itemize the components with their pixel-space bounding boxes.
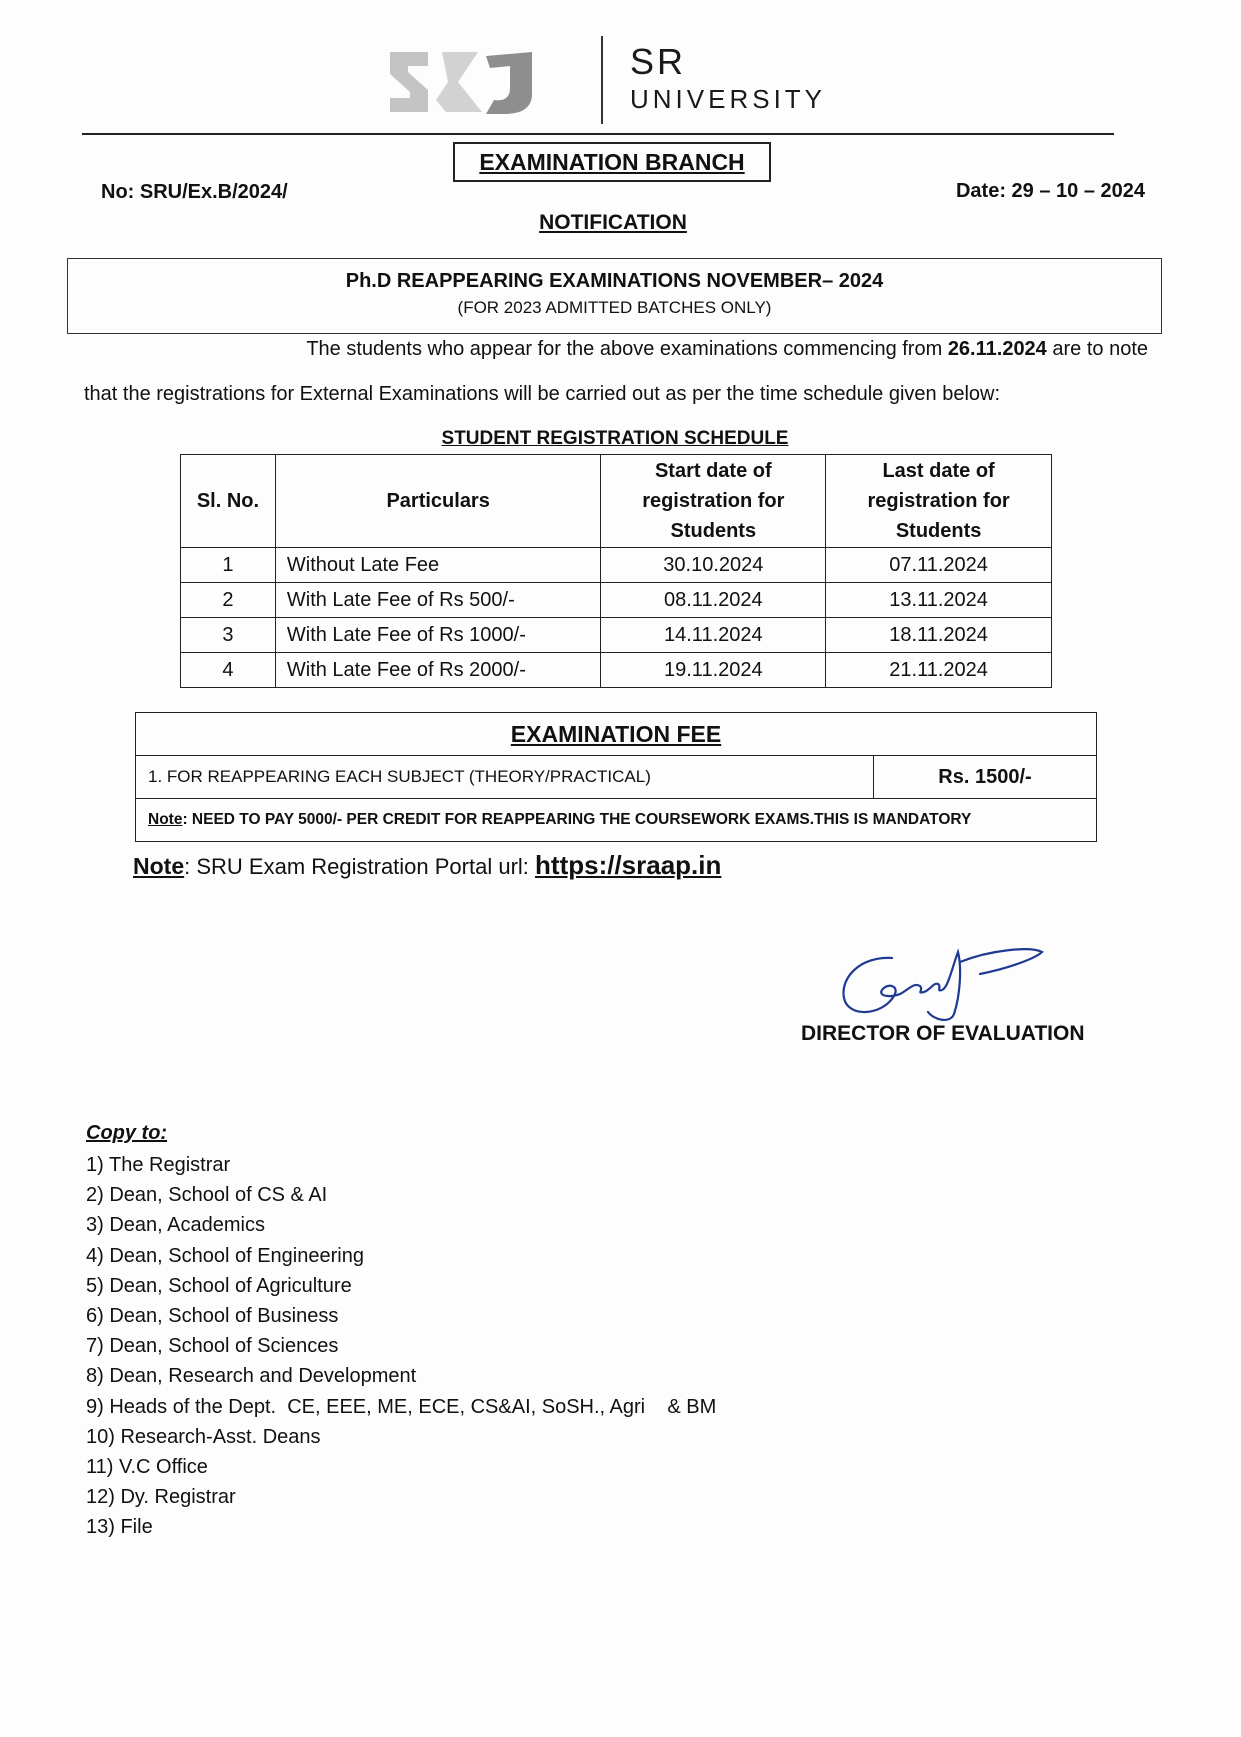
exam-start-date: 26.11.2024: [947, 338, 1047, 360]
examination-branch-heading: EXAMINATION BRANCH: [453, 142, 771, 182]
portal-note: [133, 850, 721, 881]
table-row: [181, 653, 1052, 688]
table-header-row: [181, 455, 1052, 548]
list-item: 12) Dy. Registrar: [86, 1486, 236, 1509]
exam-title: Ph.D REAPPEARING EXAMINATIONS NOVEMBER– 2024: [345, 270, 884, 292]
reference-number: No: SRU/Ex.B/2024/: [101, 181, 288, 203]
table-row: [181, 583, 1052, 618]
cell-particulars: Without Late Fee: [275, 548, 601, 583]
copy-to-heading: Copy to:: [86, 1122, 168, 1144]
intro-text-end: are to note: [1046, 338, 1148, 360]
fee-note: [136, 799, 1097, 842]
notification-date: Date: 29 – 10 – 2024: [955, 180, 1145, 202]
list-item: 7) Dean, School of Sciences: [86, 1335, 339, 1358]
university-logo-icon: [386, 46, 576, 118]
intro-paragraph-line2: that the registrations for External Examinations will be carried out as per the time schedule given below:: [84, 383, 1001, 405]
fee-header-row: [136, 713, 1097, 756]
portal-note-text: : SRU Exam Registration Portal url:: [184, 854, 536, 879]
cell-sl: 4: [181, 653, 276, 688]
cell-particulars: With Late Fee of Rs 2000/-: [275, 653, 601, 688]
logo-divider: [601, 36, 603, 124]
list-item: 1) The Registrar: [86, 1154, 231, 1176]
portal-link[interactable]: https://sraap.in: [535, 850, 722, 880]
fee-note-text: : NEED TO PAY 5000/- PER CREDIT FOR REAPPEARING THE COURSEWORK EXAMS.THIS IS MANDATORY: [182, 811, 972, 828]
list-item: 4) Dean, School of Engineering: [86, 1244, 364, 1267]
examination-fee-table: [135, 712, 1097, 842]
cell-last-date: 07.11.2024: [826, 548, 1052, 583]
list-item: 10) Research-Asst. Deans: [86, 1425, 321, 1448]
fee-title: EXAMINATION FEE: [136, 713, 1097, 756]
list-item: 2) Dean, School of CS & AI: [86, 1184, 328, 1207]
list-item: 11) V.C Office: [86, 1456, 208, 1479]
portal-note-label: Note: [133, 853, 185, 879]
list-item: 9) Heads of the Dept. CE, EEE, ME, ECE, CS&AI, SoSH., Agri & BM: [86, 1395, 717, 1418]
cell-particulars: With Late Fee of Rs 1000/-: [275, 618, 601, 653]
fee-item-label: 1. FOR REAPPEARING EACH SUBJECT (THEORY/PRACTICAL): [136, 756, 874, 799]
signatory-title: DIRECTOR OF EVALUATION: [801, 1022, 1085, 1045]
header-sl-no: Sl. No.: [181, 455, 276, 548]
header-last-date: Last date of registration for Students: [826, 455, 1052, 548]
logo-subtitle: UNIVERSITY: [630, 84, 827, 114]
logo-title: SR: [630, 41, 687, 82]
list-item: 6) Dean, School of Business: [86, 1305, 339, 1328]
schedule-title: STUDENT REGISTRATION SCHEDULE: [441, 428, 789, 449]
cell-start-date: 08.11.2024: [601, 583, 826, 618]
fee-note-label: Note: [148, 811, 183, 828]
cell-last-date: 18.11.2024: [826, 618, 1052, 653]
table-row: [181, 618, 1052, 653]
fee-amount: Rs. 1500/-: [874, 756, 1097, 799]
header-rule: [82, 133, 1114, 135]
cell-particulars: With Late Fee of Rs 500/-: [275, 583, 601, 618]
fee-item-row: [136, 756, 1097, 799]
copy-to-list: [86, 1150, 716, 1543]
cell-start-date: 30.10.2024: [601, 548, 826, 583]
table-row: [181, 548, 1052, 583]
fee-note-row: [136, 799, 1097, 842]
cell-sl: 2: [181, 583, 276, 618]
list-item: 3) Dean, Academics: [86, 1214, 265, 1237]
intro-paragraph-line1: [84, 337, 1148, 361]
list-item: 8) Dean, Research and Development: [86, 1365, 417, 1388]
notification-heading: NOTIFICATION: [539, 211, 687, 234]
cell-sl: 3: [181, 618, 276, 653]
list-item: 13) File: [86, 1516, 153, 1539]
cell-sl: 1: [181, 548, 276, 583]
cell-start-date: 14.11.2024: [601, 618, 826, 653]
header-particulars: Particulars: [275, 455, 601, 548]
exam-subtitle: (FOR 2023 ADMITTED BATCHES ONLY): [457, 298, 772, 317]
list-item: 5) Dean, School of Agriculture: [86, 1274, 352, 1297]
director-signature-icon: [830, 938, 1050, 1030]
header-start-date: Start date of registration for Students: [601, 455, 826, 548]
intro-text: The students who appear for the above examinations commencing from: [306, 338, 948, 360]
exam-title-box: [67, 258, 1162, 334]
cell-last-date: 13.11.2024: [826, 583, 1052, 618]
cell-start-date: 19.11.2024: [601, 653, 826, 688]
cell-last-date: 21.11.2024: [826, 653, 1052, 688]
registration-schedule-table: [180, 454, 1052, 688]
